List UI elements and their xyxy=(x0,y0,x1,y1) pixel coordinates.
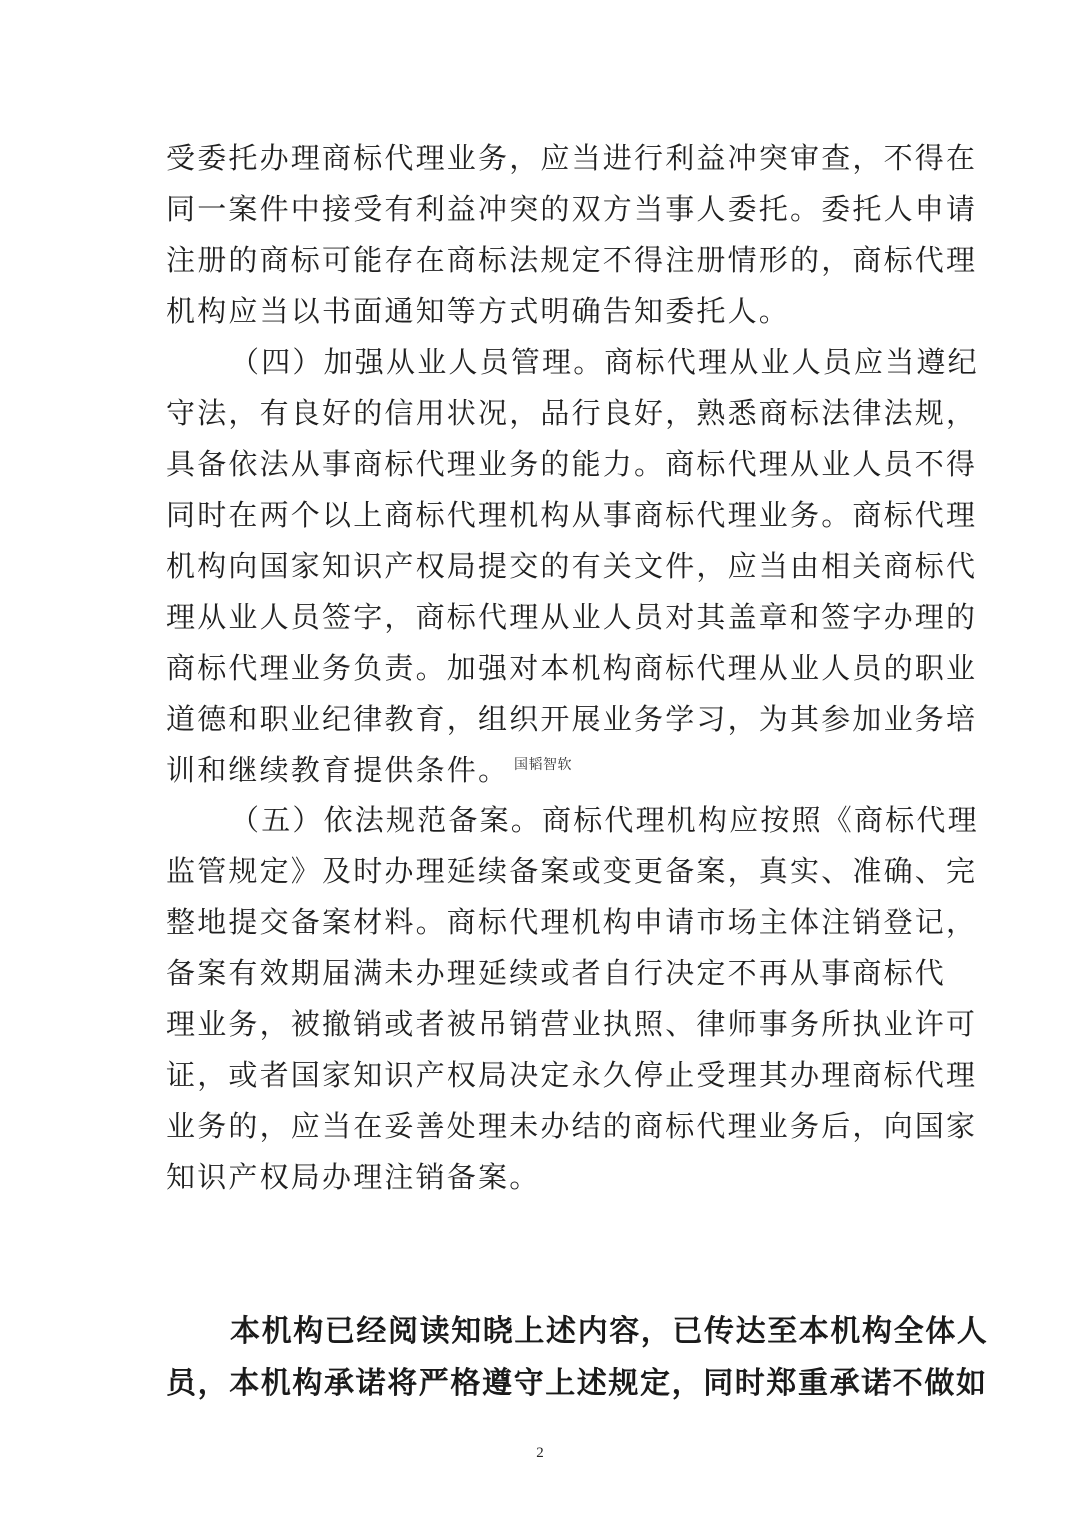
text-line: 训和继续教育提供条件。 xyxy=(166,753,510,787)
commitment-line: 员，本机构承诺将严格遵守上述规定，同时郑重承诺不做如 xyxy=(166,1366,988,1401)
text-line: （五）依法规范备案。商标代理机构应按照《商标代理 xyxy=(230,803,979,837)
text-line: 证，或者国家知识产权局决定永久停止受理其办理商标代理 xyxy=(166,1058,978,1092)
text-line: 业务的，应当在妥善处理未办结的商标代理业务后，向国家 xyxy=(166,1109,978,1143)
text-line: 知识产权局办理注销备案。 xyxy=(166,1160,541,1194)
text-line: 监管规定》及时办理延续备案或变更备案，真实、准确、完 xyxy=(166,854,978,888)
text-line: 守法，有良好的信用状况，品行良好，熟悉商标法律法规， xyxy=(166,396,978,430)
text-line: 理业务，被撤销或者被吊销营业执照、律师事务所执业许可 xyxy=(166,1007,978,1041)
watermark-label: 国韬智软 xyxy=(514,757,572,773)
text-line: 理从业人员签字，商标代理从业人员对其盖章和签字办理的 xyxy=(166,600,978,634)
text-line: 注册的商标可能存在商标法规定不得注册情形的，商标代理 xyxy=(166,243,978,277)
paragraph-staff-management xyxy=(166,337,979,796)
text-line: 备案有效期届满未办理延续或者自行决定不再从事商标代 xyxy=(166,956,947,990)
text-line: 同时在两个以上商标代理机构从事商标代理业务。商标代理 xyxy=(166,498,978,532)
text-line: （四）加强从业人员管理。商标代理从业人员应当遵纪 xyxy=(230,345,979,379)
text-line: 同一案件中接受有利益冲突的双方当事人委托。委托人申请 xyxy=(166,192,978,226)
paragraph-filing xyxy=(166,795,979,1203)
text-line: 整地提交备案材料。商标代理机构申请市场主体注销登记， xyxy=(166,905,978,939)
commitment-line: 本机构已经阅读知晓上述内容，已传达至本机构全体人 xyxy=(230,1314,989,1349)
paragraph-conflict-review xyxy=(166,133,978,337)
text-line: 机构向国家知识产权局提交的有关文件，应当由相关商标代 xyxy=(166,549,978,583)
text-line: 道德和职业纪律教育，组织开展业务学习，为其参加业务培 xyxy=(166,702,978,736)
text-line: 受委托办理商标代理业务，应当进行利益冲突审查，不得在 xyxy=(166,141,978,175)
text-line: 具备依法从事商标代理业务的能力。商标代理从业人员不得 xyxy=(166,447,978,481)
commitment-statement xyxy=(166,1306,989,1410)
page-number: 2 xyxy=(536,1445,544,1461)
text-line: 商标代理业务负责。加强对本机构商标代理从业人员的职业 xyxy=(166,651,978,685)
text-line: 机构应当以书面通知等方式明确告知委托人。 xyxy=(166,294,791,328)
